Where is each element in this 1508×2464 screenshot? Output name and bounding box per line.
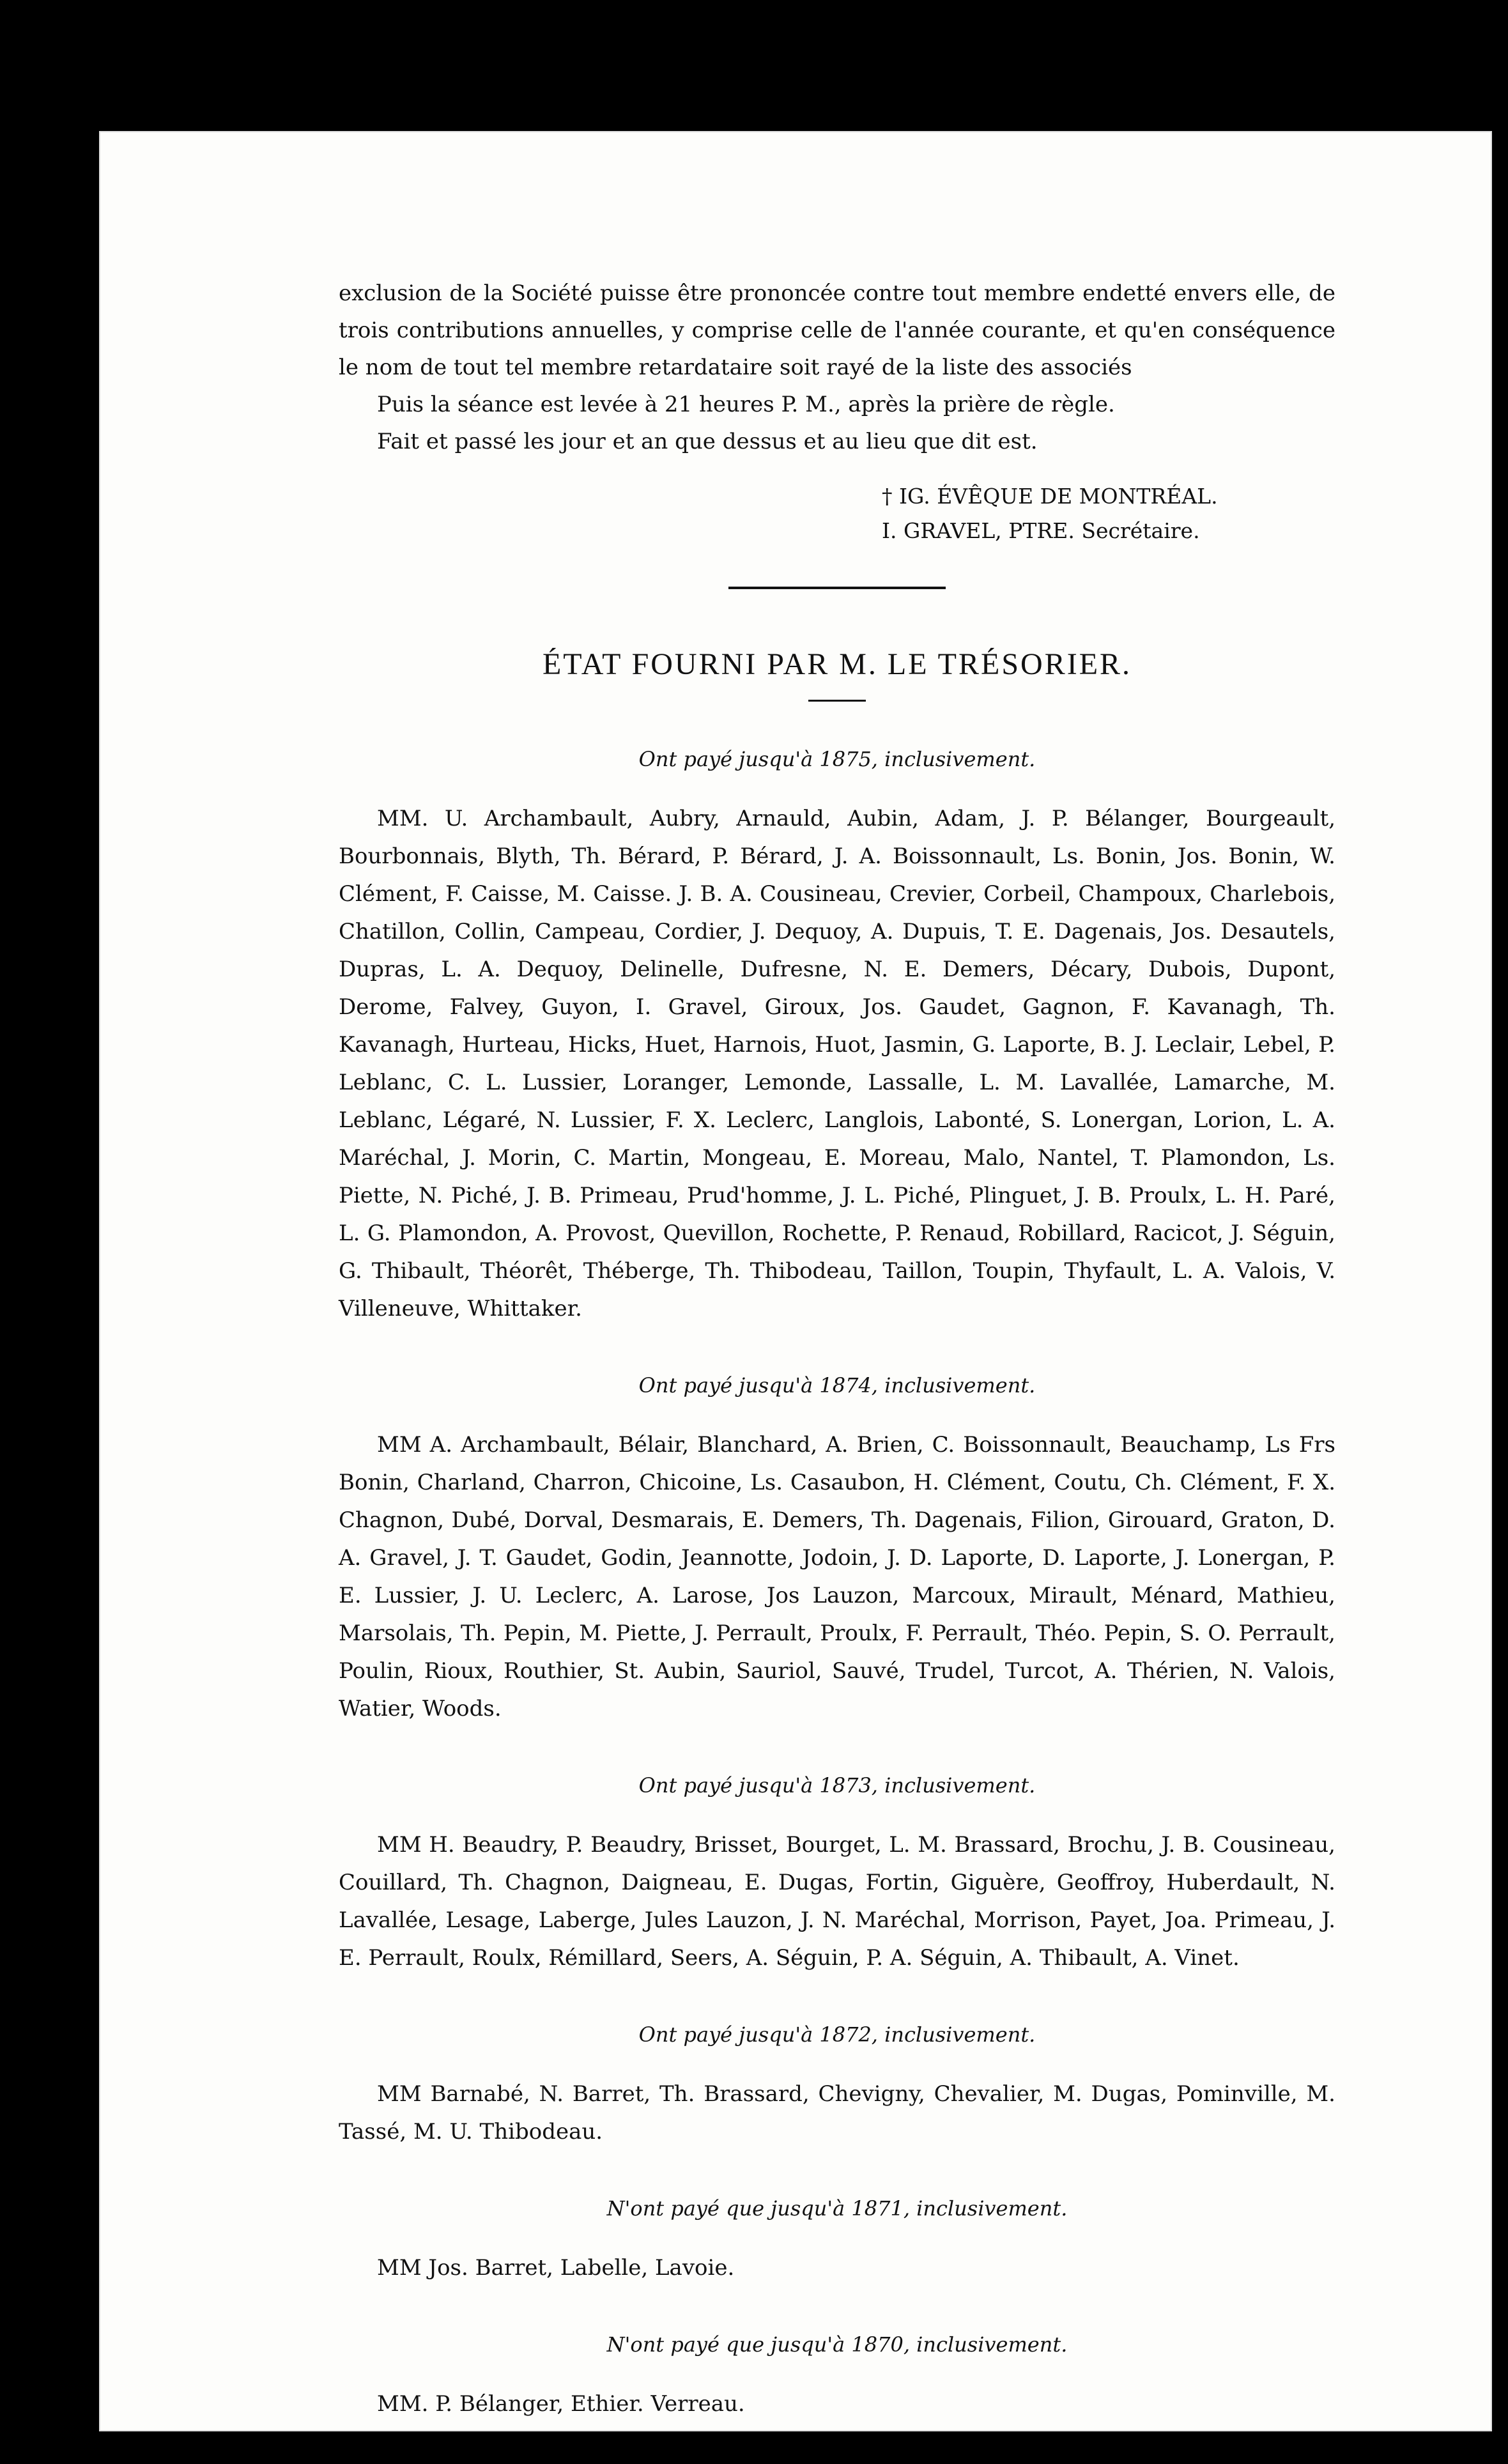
group-heading-1872: Ont payé jusqu'à 1872, inclusivement. <box>638 2022 1036 2047</box>
section-title: ÉTAT FOURNI PAR M. LE TRÉSORIER. <box>542 647 1132 681</box>
group-heading-1873: Ont payé jusqu'à 1873, inclusivement. <box>638 1773 1036 1798</box>
closing-line: Puis la séance est levée à 21 heures P. M., après la prière de règle. <box>377 392 1115 417</box>
names-list-1873: MM H. Beaudry, P. Beaudry, Brisset, Bourget, L. M. Brassard, Brochu, J. B. Cousineau, Couillard, Th. Chagnon, Daigneau, E. Dugas, Fortin, Giguère, Geoffroy, Huberdault, N. Lavallée, Lesage, Laberge, Jules Lauzon, J. N. Maréchal, Morrison, Payet, Joa. Primeau, J. E. Perrault, Roulx, Rémillard, Seers, A. Séguin, P. A. Séguin, A. Thibault, A. Vinet. <box>339 1832 1335 1971</box>
signature-bishop: † IG. ÉVÊQUE DE MONTRÉAL. <box>882 484 1218 509</box>
signature-secretary: I. GRAVEL, PTRE. Secrétaire. <box>882 518 1200 543</box>
group-heading-1870: N'ont payé que jusqu'à 1870, inclusivement. <box>606 2332 1068 2357</box>
group-heading-1874: Ont payé jusqu'à 1874, inclusivement. <box>638 1373 1036 1398</box>
signature-block <box>339 479 1335 548</box>
names-list-1871: MM Jos. Barret, Labelle, Lavoie. <box>377 2255 735 2281</box>
closing-line-2: Fait et passé les jour et an que dessus et au lieu que dit est. <box>377 429 1038 454</box>
section-divider <box>728 587 946 589</box>
names-list-1872: MM Barnabé, N. Barret, Th. Brassard, Chevigny, Chevalier, M. Dugas, Pominville, M. Tassé, M. U. Thibodeau. <box>339 2081 1335 2144</box>
names-list-1874: MM A. Archambault, Bélair, Blanchard, A. Brien, C. Boissonnault, Beauchamp, Ls Frs Bonin, Charland, Charron, Chicoine, Ls. Casaubon, H. Clément, Coutu, Ch. Clément, F. X. Chagnon, Dubé, Dorval, Desmarais, E. Demers, Th. Dagenais, Filion, Girouard, Graton, D. A. Gravel, J. T. Gaudet, Godin, Jeannotte, Jodoin, J. D. Laporte, D. Laporte, J. Lonergan, P. E. Lussier, J. U. Leclerc, A. Larose, Jos Lauzon, Marcoux, Mirault, Ménard, Mathieu, Marsolais, Th. Pepin, M. Piette, J. Perrault, Proulx, F. Perrault, Théo. Pepin, S. O. Perrault, Poulin, Rioux, Routhier, St. Aubin, Sauriol, Sauvé, Trudel, Turcot, A. Thérien, N. Valois, Watier, Woods. <box>339 1432 1335 1721</box>
group-heading-1871: N'ont payé que jusqu'à 1871, inclusivement. <box>606 2196 1068 2221</box>
group-heading-1875: Ont payé jusqu'à 1875, inclusivement. <box>638 747 1036 771</box>
names-list-1875: MM. U. Archambault, Aubry, Arnauld, Aubin, Adam, J. P. Bélanger, Bourgeault, Bourbonnais, Blyth, Th. Bérard, P. Bérard, J. A. Boissonnault, Ls. Bonin, Jos. Bonin, W. Clément, F. Caisse, M. Caisse. J. B. A. Cousineau, Crevier, Corbeil, Champoux, Charlebois, Chatillon, Collin, Campeau, Cordier, J. Dequoy, A. Dupuis, T. E. Dagenais, Jos. Desautels, Dupras, L. A. Dequoy, Delinelle, Dufresne, N. E. Demers, Décary, Dubois, Dupont, Derome, Falvey, Guyon, I. Gravel, Giroux, Jos. Gaudet, Gagnon, F. Kavanagh, Th. Kavanagh, Hurteau, Hicks, Huet, Harnois, Huot, Jasmin, G. Laporte, B. J. Leclair, Lebel, P. Leblanc, C. L. Lussier, Loranger, Lemonde, Lassalle, L. M. Lavallée, Lamarche, M. Leblanc, Légaré, N. Lussier, F. X. Leclerc, Langlois, Labonté, S. Lonergan, Lorion, L. A. Maréchal, J. Morin, C. Martin, Mongeau, E. Moreau, Malo, Nantel, T. Plamondon, Ls. Piette, N. Piché, J. B. Primeau, Prud'homme, J. L. Piché, Plinguet, J. B. Proulx, L. H. Paré, L. G. Plamondon, A. Provost, Quevillon, Rochette, P. Renaud, Robillard, Racicot, J. Séguin, G. Thibault, Théorêt, Théberge, Th. Thibodeau, Taillon, Toupin, Thyfault, L. A. Valois, V. Villeneuve, Whittaker. <box>339 806 1335 1321</box>
intro-paragraph: exclusion de la Société puisse être prononcée contre tout membre endetté envers elle, de trois contributions annuelles, y comprise celle de l'année courante, et qu'en conséquence le nom de tout tel membre retardataire soit rayé de la liste des associés <box>339 281 1335 380</box>
names-list-1870: MM. P. Bélanger, Ethier. Verreau. <box>377 2391 745 2417</box>
document-page <box>99 131 1492 2431</box>
page-content <box>339 275 1335 2423</box>
title-underline <box>808 700 866 702</box>
